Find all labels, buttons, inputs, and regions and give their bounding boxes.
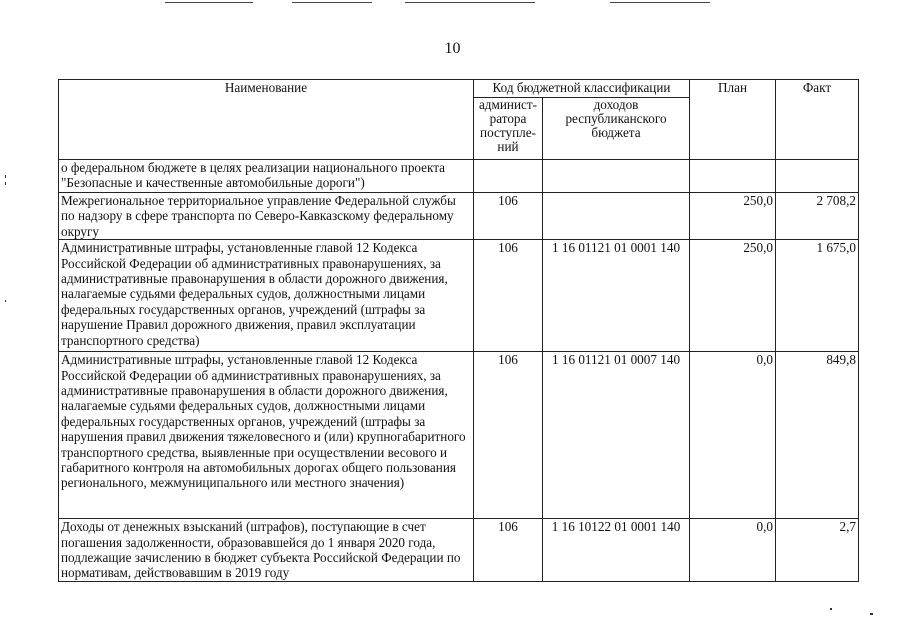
header-plan: План: [690, 80, 776, 160]
row-admin-code: 106: [474, 519, 543, 582]
budget-table: [58, 79, 859, 582]
header-admin: админист-ратора поступле-ний: [474, 98, 543, 160]
row-name: о федеральном бюджете в целях реализации национального проекта "Безопасные и качественные автомобильные дороги"): [59, 160, 474, 193]
row-revenue-code: [543, 160, 690, 193]
row-name: Административные штрафы, установленные главой 12 Кодекса Российской Федерации об административных правонарушениях, за административные правонарушения в области дорожного движения, налагаемые судьями федеральных судов, должностными лицами федеральных государственных органов, учреждений (штрафы за нарушение Правил дорожного движения, правил эксплуатации транспортного средства): [59, 240, 474, 352]
row-fact: 849,8: [776, 352, 859, 519]
row-revenue-code: 1 16 10122 01 0001 140: [543, 519, 690, 582]
table-row: [59, 519, 859, 582]
scan-line-4: [610, 2, 710, 3]
row-plan: [690, 160, 776, 193]
row-fact: [776, 160, 859, 193]
table-row: [59, 240, 859, 352]
row-admin-code: 106: [474, 352, 543, 519]
row-plan: 0,0: [690, 519, 776, 582]
row-plan: 0,0: [690, 352, 776, 519]
row-name: Межрегиональное территориальное управление Федеральной службы по надзору в сфере транспорта по Северо-Кавказскому федеральному округу: [59, 193, 474, 240]
table-body: [59, 160, 859, 582]
scan-speck: [5, 175, 6, 178]
row-plan: 250,0: [690, 193, 776, 240]
row-revenue-code: 1 16 01121 01 0007 140: [543, 352, 690, 519]
row-name: Доходы от денежных взысканий (штрафов), поступающие в счет погашения задолженности, образовавшейся до 1 января 2020 года, подлежащие зачислению в бюджет субъекта Российской Федерации по нормативам, действовавшим в 2019 году: [59, 519, 474, 582]
page-number: 10: [444, 40, 461, 57]
table-row: [59, 160, 859, 193]
header-fact: Факт: [776, 80, 859, 160]
row-fact: 2,7: [776, 519, 859, 582]
table-header: [59, 80, 859, 160]
scan-line-1: [165, 2, 253, 3]
header-revenue: доходов республиканского бюджета: [543, 98, 690, 160]
scan-speck: [870, 613, 873, 615]
scan-speck: [830, 608, 832, 610]
row-revenue-code: 1 16 01121 01 0001 140: [543, 240, 690, 352]
scan-line-3: [405, 2, 535, 3]
row-fact: 1 675,0: [776, 240, 859, 352]
scan-speck: [5, 182, 6, 185]
table-row: [59, 193, 859, 240]
row-plan: 250,0: [690, 240, 776, 352]
scan-line-2: [292, 2, 372, 3]
row-admin-code: 106: [474, 193, 543, 240]
row-admin-code: 106: [474, 240, 543, 352]
row-revenue-code: [543, 193, 690, 240]
header-code-group: Код бюджетной классификации: [474, 80, 690, 98]
table-row: [59, 352, 859, 519]
row-name: Административные штрафы, установленные главой 12 Кодекса Российской Федерации об административных правонарушениях, за административные правонарушения в области дорожного движения, налагаемые судьями федеральных судов, должностными лицами федеральных государственных органов, учреждений (штрафы за нарушения правил движения тяжеловесного и (или) крупногабаритного транспортного средства, выявленные при осуществлении весового и габаритного контроля на автомобильных дорогах общего пользования регионального, межмуниципального или местного значения): [59, 352, 474, 519]
scan-speck: [5, 300, 6, 302]
row-admin-code: [474, 160, 543, 193]
header-name: Наименование: [59, 80, 474, 160]
row-fact: 2 708,2: [776, 193, 859, 240]
